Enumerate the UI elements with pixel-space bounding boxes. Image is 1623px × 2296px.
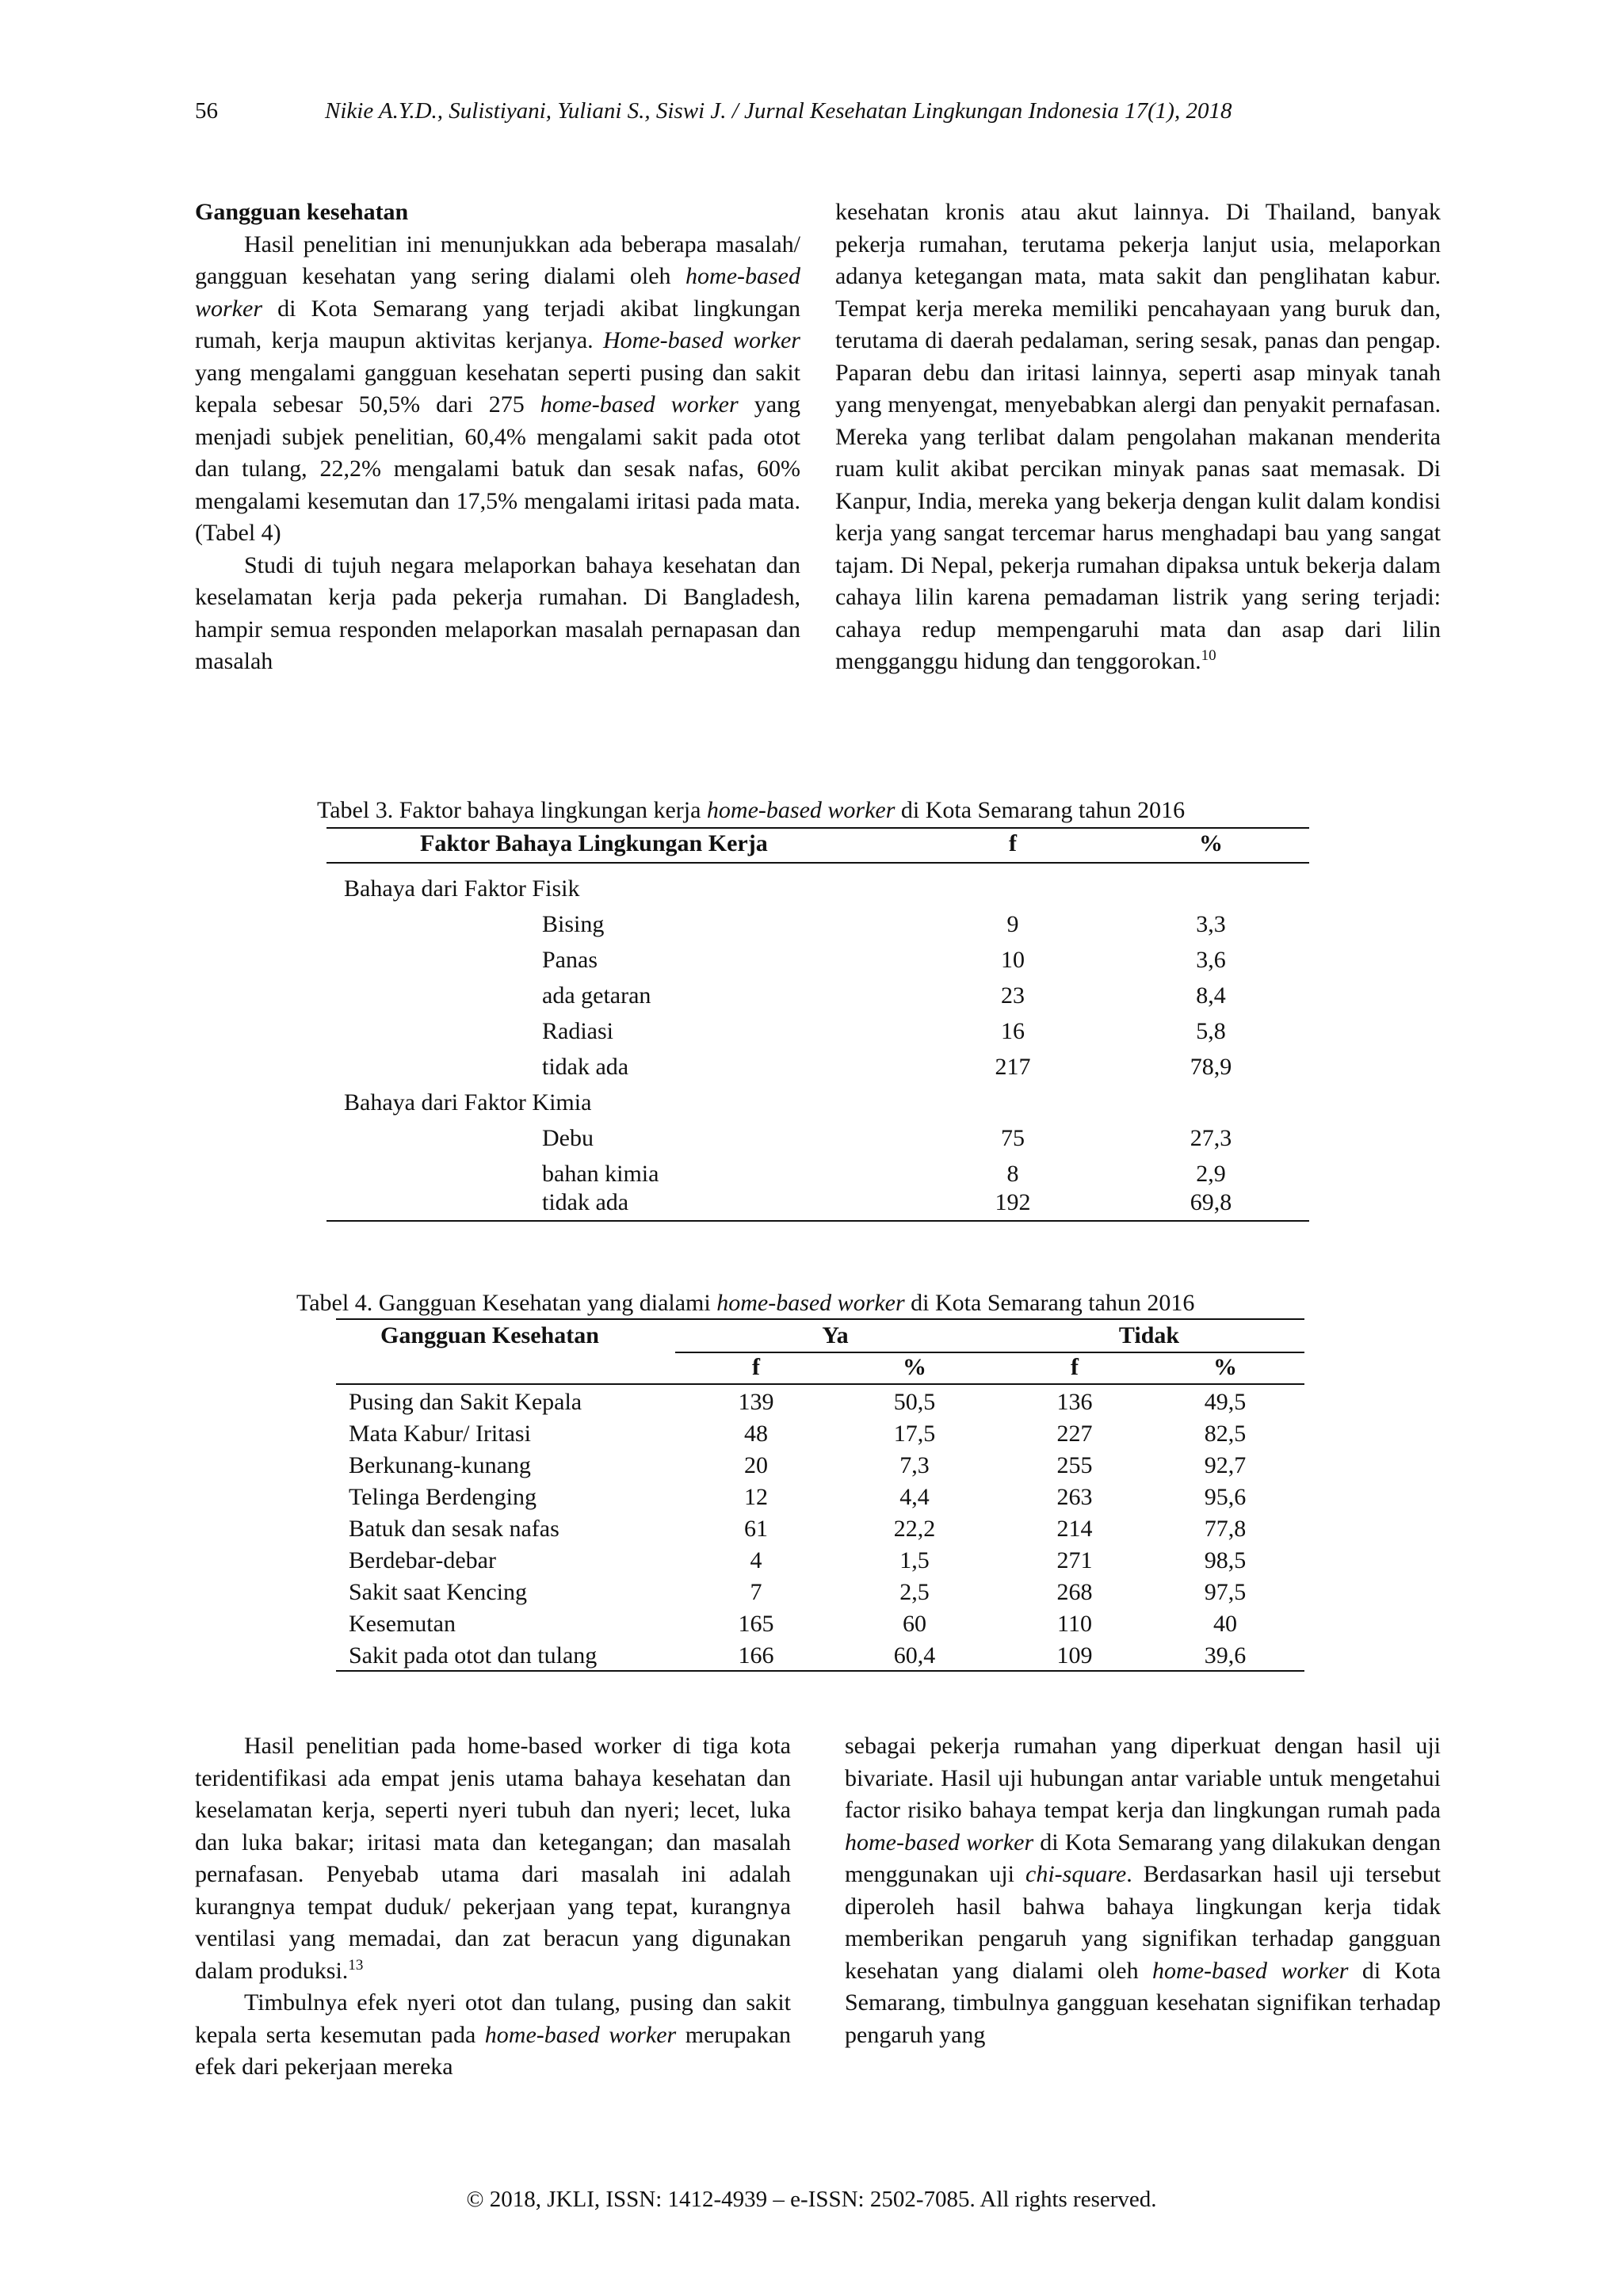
paragraph-3 (195, 1730, 791, 1987)
table3-cell-pct: 5,8 (1196, 1018, 1226, 1044)
table4-cell-ya-pct: 50,5 (893, 1389, 936, 1415)
text-run: Hasil penelitian pada home-based worker di tiga kota teridentifikasi ada empat jenis utama bahaya kesehatan dan keselamatan kerja, seperti nyeri tubuh dan nyeri; lecet, luka dan luka bakar; iritasi mata dan ketegangan; dan masalah pernafasan. Penyebab utama dari masalah ini adalah kurangnya tempat duduk/ pekerjaan yang tepat, kurangnya ventilasi yang memadai, dan zat beracun yang digunakan dalam produksi. (195, 1733, 791, 1984)
table4-cell-ya-pct: 60 (903, 1611, 926, 1637)
table4-top-rule (336, 1318, 1304, 1320)
table4-cell-label: Batuk dan sesak nafas (349, 1516, 559, 1542)
table4-cell-tidak-pct: 39,6 (1204, 1642, 1247, 1669)
table3-header-pct: % (1199, 830, 1223, 856)
table3-cell-label: Radiasi (542, 1018, 613, 1044)
table3-caption (317, 797, 1185, 824)
page-number: 56 (195, 98, 218, 124)
table4-cell-label: Kesemutan (349, 1611, 456, 1637)
table4-cell-tidak-pct: 77,8 (1204, 1516, 1247, 1542)
table4-sub-f-ya: f (752, 1354, 760, 1380)
table4-cell-ya-pct: 4,4 (899, 1484, 930, 1510)
table4-cell-tidak-f: 109 (1056, 1642, 1093, 1669)
table4-sub-f-tidak: f (1071, 1354, 1079, 1380)
table3-cell-label: Bising (542, 911, 605, 937)
citation-ref: 10 (1201, 647, 1216, 664)
table4-cell-tidak-f: 268 (1056, 1579, 1093, 1605)
text-run: di Kota Semarang tahun 2016 (895, 797, 1186, 823)
text-run: di Kota Semarang tahun 2016 (904, 1290, 1195, 1316)
table3-cell-f: 10 (1001, 947, 1025, 973)
table4-sub-pct-tidak: % (1213, 1354, 1237, 1380)
table4-cell-tidak-f: 136 (1056, 1389, 1093, 1415)
table4-cell-ya-pct: 60,4 (893, 1642, 936, 1669)
table3-cell-f: 75 (1001, 1125, 1025, 1151)
text-column-left-bottom (195, 1730, 791, 2084)
table3-cell-pct: 27,3 (1190, 1125, 1232, 1151)
table4-header-tidak: Tidak (1118, 1322, 1180, 1348)
table4-cell-ya-pct: 2,5 (899, 1579, 930, 1605)
text-run-italic: home-based worker (540, 391, 739, 418)
table4-cell-ya-f: 61 (744, 1516, 768, 1542)
table4-cell-tidak-pct: 92,7 (1204, 1452, 1247, 1478)
table3-cell-label: Panas (542, 947, 598, 973)
table4-cell-tidak-f: 255 (1056, 1452, 1093, 1478)
text-run: Tabel 4. Gangguan Kesehatan yang dialami (296, 1290, 717, 1316)
table3-cell-label: bahan kimia (542, 1161, 659, 1187)
paragraph-1 (195, 229, 800, 550)
text-run-italic: home-based worker (1152, 1957, 1349, 1984)
text-run: Timbulnya efek nyeri otot dan tulang, pusing dan sakit kepala serta kesemutan pada (195, 1989, 791, 2048)
table3-cell-f: 23 (1001, 982, 1025, 1009)
table3-header-f: f (1009, 830, 1017, 856)
table4-cell-ya-pct: 17,5 (893, 1421, 936, 1447)
table4-cell-ya-f: 48 (744, 1421, 768, 1447)
text-run: kesehatan kronis atau akut lainnya. Di Thailand, banyak pekerja rumahan, terutama pekerja lanjut usia, melaporkan adanya ketegangan mata, mata sakit dan penglihatan kabur. Tempat kerja mereka memiliki pencahayaan yang buruk dan, terutama di daerah pedalaman, sering sesak, panas dan pengap. Paparan debu dan iritasi lainnya, seperti asap minyak tanah yang menyengat, menyebabkan alergi dan penyakit pernafasan. Mereka yang terlibat dalam pengolahan makanan menderita ruam kulit akibat percikan minyak panas saat memasak. Di Kanpur, India, mereka yang bekerja dengan kulit dalam kondisi kerja yang sangat tercemar harus menghadapi bau yang sangat tajam. Di Nepal, pekerja rumahan dipaksa untuk bekerja dalam cahaya lilin karena pemadaman listrik yang sering terjadi: cahaya redup mempengaruhi mata dan asap dari lilin mengganggu hidung dan tenggorokan. (835, 199, 1441, 674)
table4-cell-label: Berkunang-kunang (349, 1452, 531, 1478)
table4-header-ya: Ya (822, 1322, 849, 1348)
table4-header-main: Gangguan Kesehatan (380, 1322, 599, 1348)
table4-cell-ya-pct: 7,3 (899, 1452, 930, 1478)
table3-group-kimia: Bahaya dari Faktor Kimia (344, 1089, 592, 1116)
text-column-right-bottom (845, 1730, 1441, 2051)
table4-cell-label: Berdebar-debar (349, 1547, 496, 1573)
table4-group-rule (675, 1352, 1304, 1353)
table4-cell-tidak-f: 110 (1057, 1611, 1092, 1637)
table4-cell-tidak-f: 263 (1056, 1484, 1093, 1510)
table4-cell-label: Sakit pada otot dan tulang (349, 1642, 598, 1669)
text-run: . Berdasarkan hasil uji tersebut diperoleh hasil bahwa bahaya lingkungan kerja tidak memberikan pengaruh yang signifikan terhadap gangguan kesehatan yang dialami oleh (845, 1861, 1441, 1984)
text-column-right-top (835, 196, 1441, 678)
table4-cell-label: Telinga Berdenging (349, 1484, 537, 1510)
text-run-italic: chi-square (1025, 1861, 1127, 1887)
paragraph-2: Studi di tujuh negara melaporkan bahaya kesehatan dan keselamatan kerja pada pekerja rumahan. Di Bangladesh, hampir semua responden melaporkan masalah pernapasan dan masalah (195, 551, 800, 674)
table4-cell-ya-pct: 22,2 (893, 1516, 936, 1542)
table4-cell-ya-f: 20 (744, 1452, 768, 1478)
section-heading: Gangguan kesehatan (195, 199, 409, 225)
table3-group-fisik: Bahaya dari Faktor Fisik (344, 875, 580, 902)
text-run-italic: home-based worker (706, 797, 896, 823)
table4-cell-tidak-pct: 49,5 (1204, 1389, 1247, 1415)
text-run: yang mengalami gangguan kesehatan seperti pusing dan sakit kepala sebesar 50,5% dari 275 (195, 359, 800, 418)
table4-bottom-rule (336, 1670, 1304, 1672)
table3-cell-pct: 8,4 (1196, 982, 1226, 1009)
table3-cell-label: ada getaran (542, 982, 651, 1009)
text-run: merupakan efek dari pekerjaan mereka (195, 2021, 792, 2080)
table4-caption (296, 1290, 1194, 1317)
table4-cell-tidak-f: 227 (1056, 1421, 1093, 1447)
table4-header-rule (336, 1383, 1304, 1385)
text-run-italic: Home-based worker (603, 327, 800, 353)
table4-cell-tidak-f: 271 (1056, 1547, 1093, 1573)
table4-cell-tidak-pct: 98,5 (1204, 1547, 1247, 1573)
table3-cell-pct: 2,9 (1196, 1161, 1226, 1187)
table4-cell-label: Sakit saat Kencing (349, 1579, 527, 1605)
running-header: Nikie A.Y.D., Sulistiyani, Yuliani S., Siswi J. / Jurnal Kesehatan Lingkungan Indonesia 17(1), 2018 (325, 98, 1232, 124)
text-run: yang menjadi subjek penelitian, 60,4% mengalami sakit pada otot dan tulang, 22,2% mengalami batuk dan sesak nafas, 60% mengalami kesemutan dan 17,5% mengalami iritasi pada mata. (Tabel 4) (195, 391, 801, 546)
table4-cell-tidak-pct: 40 (1213, 1611, 1237, 1637)
text-run-italic: home-based worker (195, 263, 800, 322)
table4-cell-tidak-pct: 95,6 (1204, 1484, 1247, 1510)
table3-bottom-rule (327, 1220, 1309, 1222)
text-run: Tabel 3. Faktor bahaya lingkungan kerja (317, 797, 707, 823)
paragraph-4-continued (845, 1730, 1441, 2051)
table3-cell-label: tidak ada (542, 1189, 629, 1215)
table4-cell-tidak-pct: 82,5 (1204, 1421, 1247, 1447)
table4-cell-label: Mata Kabur/ Iritasi (349, 1421, 531, 1447)
table3-cell-pct: 3,6 (1196, 947, 1226, 973)
table3-cell-pct: 69,8 (1190, 1189, 1232, 1215)
text-run: sebagai pekerja rumahan yang diperkuat dengan hasil uji bivariate. Hasil uji hubungan antar variable untuk mengetahui factor risiko bahaya tempat kerja dan lingkungan rumah pada (845, 1733, 1441, 1823)
text-run: di Kota Semarang yang terjadi akibat lingkungan rumah, kerja maupun aktivitas kerjanya. (195, 295, 800, 353)
table3-cell-f: 217 (995, 1054, 1031, 1080)
table4-cell-ya-f: 139 (738, 1389, 774, 1415)
table3-cell-f: 16 (1001, 1018, 1025, 1044)
text-column-left-top (195, 196, 800, 678)
table4-cell-ya-f: 12 (744, 1484, 768, 1510)
table3-cell-label: Debu (542, 1125, 594, 1151)
table3-cell-f: 8 (1006, 1161, 1019, 1187)
text-run: di Kota Semarang yang dilakukan dengan menggunakan uji (845, 1829, 1441, 1887)
table3-top-rule (327, 827, 1309, 829)
table3-cell-f: 192 (995, 1189, 1031, 1215)
table4-cell-ya-f: 7 (750, 1579, 762, 1605)
table3-cell-f: 9 (1006, 911, 1019, 937)
table4-sub-pct-ya: % (903, 1354, 926, 1380)
table3-cell-pct: 3,3 (1196, 911, 1226, 937)
text-run: di Kota Semarang, timbulnya gangguan kesehatan signifikan terhadap pengaruh yang (845, 1957, 1441, 2048)
table4-cell-tidak-f: 214 (1056, 1516, 1093, 1542)
text-run-italic: home-based worker (484, 2021, 677, 2048)
text-run: Hasil penelitian ini menunjukkan ada beberapa masalah/ gangguan kesehatan yang sering dialami oleh (195, 231, 800, 289)
text-run-italic: home-based worker (845, 1829, 1034, 1855)
table3-header-factor: Faktor Bahaya Lingkungan Kerja (420, 830, 768, 856)
paragraph-2-continued (835, 196, 1441, 678)
paragraph-4 (195, 1987, 791, 2084)
table3-cell-label: tidak ada (542, 1054, 629, 1080)
table4-cell-tidak-pct: 97,5 (1204, 1579, 1247, 1605)
text-run-italic: home-based worker (716, 1290, 905, 1316)
table4-cell-ya-f: 4 (750, 1547, 762, 1573)
table4-cell-label: Pusing dan Sakit Kepala (349, 1389, 582, 1415)
table4-cell-ya-f: 165 (738, 1611, 774, 1637)
table4-cell-ya-f: 166 (738, 1642, 774, 1669)
table3-header-rule (327, 862, 1309, 864)
footer-copyright: © 2018, JKLI, ISSN: 1412-4939 – e-ISSN: 2502-7085. All rights reserved. (466, 2187, 1157, 2212)
table4-cell-ya-pct: 1,5 (899, 1547, 930, 1573)
table3-cell-pct: 78,9 (1190, 1054, 1232, 1080)
citation-ref: 13 (348, 1956, 364, 1974)
